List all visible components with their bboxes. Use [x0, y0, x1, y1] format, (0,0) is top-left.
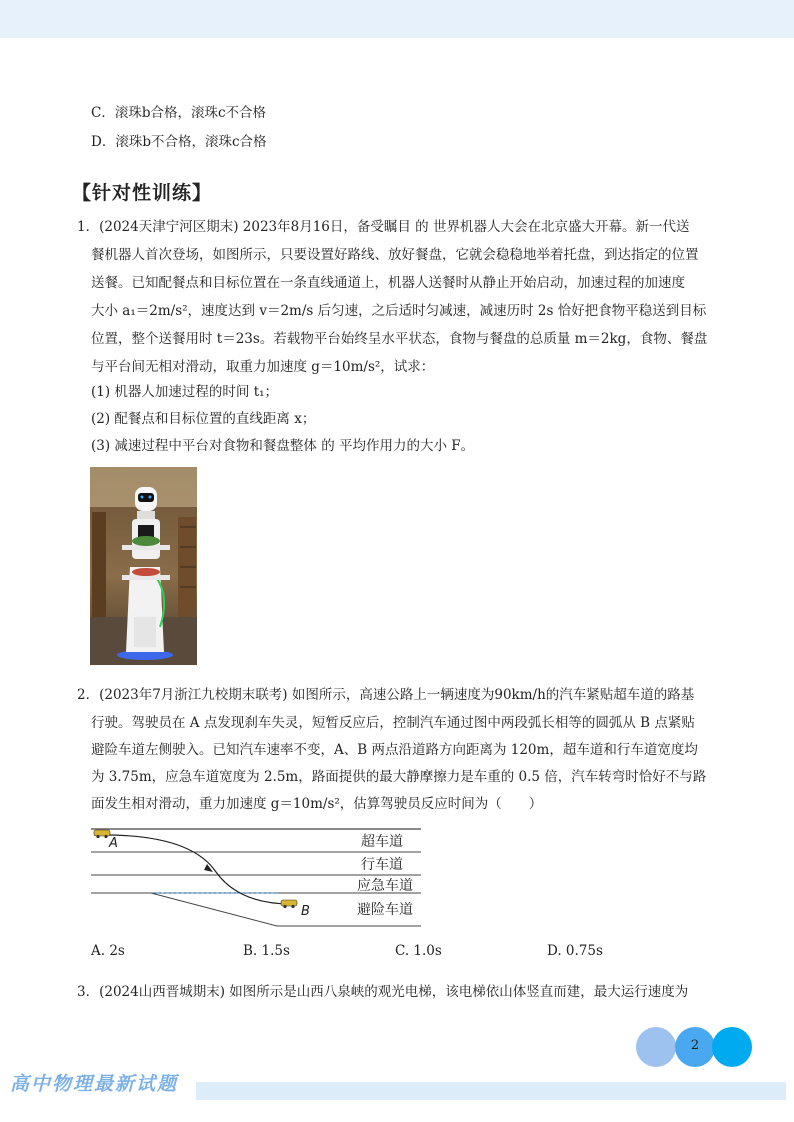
car-icon — [281, 900, 297, 908]
lane-label-emergency: 应急车道 — [357, 878, 413, 894]
q2-line: 为 3.75m，应急车道宽度为 2.5m，路面提供的最大静摩擦力是车重的 0.5 倍，汽车转弯时恰好不与路 — [91, 769, 707, 785]
q1-line: 大小 a₁＝2m/s²，速度达到 v＝2m/s 后匀速，之后适时匀减速，减速历时 2s 恰好把食物平稳送到目标 — [91, 303, 707, 319]
q2-line: 避险车道左侧驶入。已知汽车速率不变，A、B 两点沿道路方向距离为 120m，超车道和行车道宽度均 — [91, 742, 698, 758]
header-band — [0, 0, 794, 38]
choice-c: C. 1.0s — [395, 943, 442, 959]
highway-diagram — [91, 826, 424, 928]
choice-d: D. 0.75s — [547, 943, 603, 959]
q1-line: 1．(2024天津宁河区期末) 2023年8月16日，备受瞩目 的 世界机器人大会在北京盛大开幕。新一代送 — [77, 219, 690, 235]
page-number: 2 — [690, 1038, 700, 1053]
option-d: D．滚珠b不合格，滚珠c合格 — [91, 134, 267, 150]
q1-subquestion: (3) 减速过程中平台对食物和餐盘整体 的 平均作用力的大小 F。 — [91, 438, 475, 454]
choice-b: B. 1.5s — [243, 943, 290, 959]
point-a-label: A — [109, 836, 118, 851]
brand-watermark: 高中物理最新试题 — [10, 1073, 179, 1095]
question-3-line: 3．(2024山西晋城期末) 如图所示是山西八泉峡的观光电梯，该电梯依山体竖直而建，最大运行速度为 — [77, 984, 689, 1000]
q1-line: 餐机器人首次登场，如图所示，只要设置好路线、放好餐盘，它就会稳稳地举着托盘，到达指定的位置 — [91, 247, 699, 263]
q1-subquestion: (2) 配餐点和目标位置的直线距离 x； — [91, 411, 316, 427]
q2-line: 2．(2023年7月浙江九校期末联考) 如图所示，高速公路上一辆速度为90km/h的汽车紧贴超车道的路基 — [77, 687, 695, 703]
lane-label-driving: 行车道 — [361, 857, 403, 873]
q1-line: 位置，整个送餐用时 t＝23s。若载物平台始终呈水平状态，食物与餐盘的总质量 m＝2kg，食物、餐盘 — [91, 331, 708, 347]
path-arrow-icon — [204, 864, 213, 872]
q1-line: 送餐。已知配餐点和目标位置在一条直线通道上，机器人送餐时从静止开始启动，加速过程的加速度 — [91, 275, 685, 291]
q1-line: 与平台间无相对滑动，取重力加速度 g＝10m/s²，试求： — [91, 359, 435, 375]
point-b-label: B — [301, 904, 310, 919]
option-c: C．滚珠b合格，滚珠c不合格 — [91, 105, 267, 121]
lane-label-overtaking: 超车道 — [361, 834, 403, 850]
vehicle-path — [105, 835, 291, 904]
page-circle-right — [712, 1027, 752, 1067]
q2-line: 面发生相对滑动，重力加速度 g＝10m/s²，估算驾驶员反应时间为（ ） — [91, 796, 543, 812]
lane-label-escape: 避险车道 — [357, 902, 413, 918]
section-heading: 【针对性训练】 — [72, 182, 213, 204]
choice-a: A. 2s — [91, 943, 125, 959]
robot-photo — [90, 467, 197, 665]
q1-subquestion: (1) 机器人加速过程的时间 t₁； — [91, 384, 279, 400]
q2-line: 行驶。驾驶员在 A 点发现刹车失灵，短暂反应后，控制汽车通过图中两段弧长相等的圆弧从 B 点紧贴 — [91, 715, 695, 731]
car-icon — [94, 830, 110, 838]
page-circle-left — [636, 1027, 676, 1067]
escape-lane-edge — [151, 893, 277, 926]
footer-band — [196, 1082, 786, 1100]
